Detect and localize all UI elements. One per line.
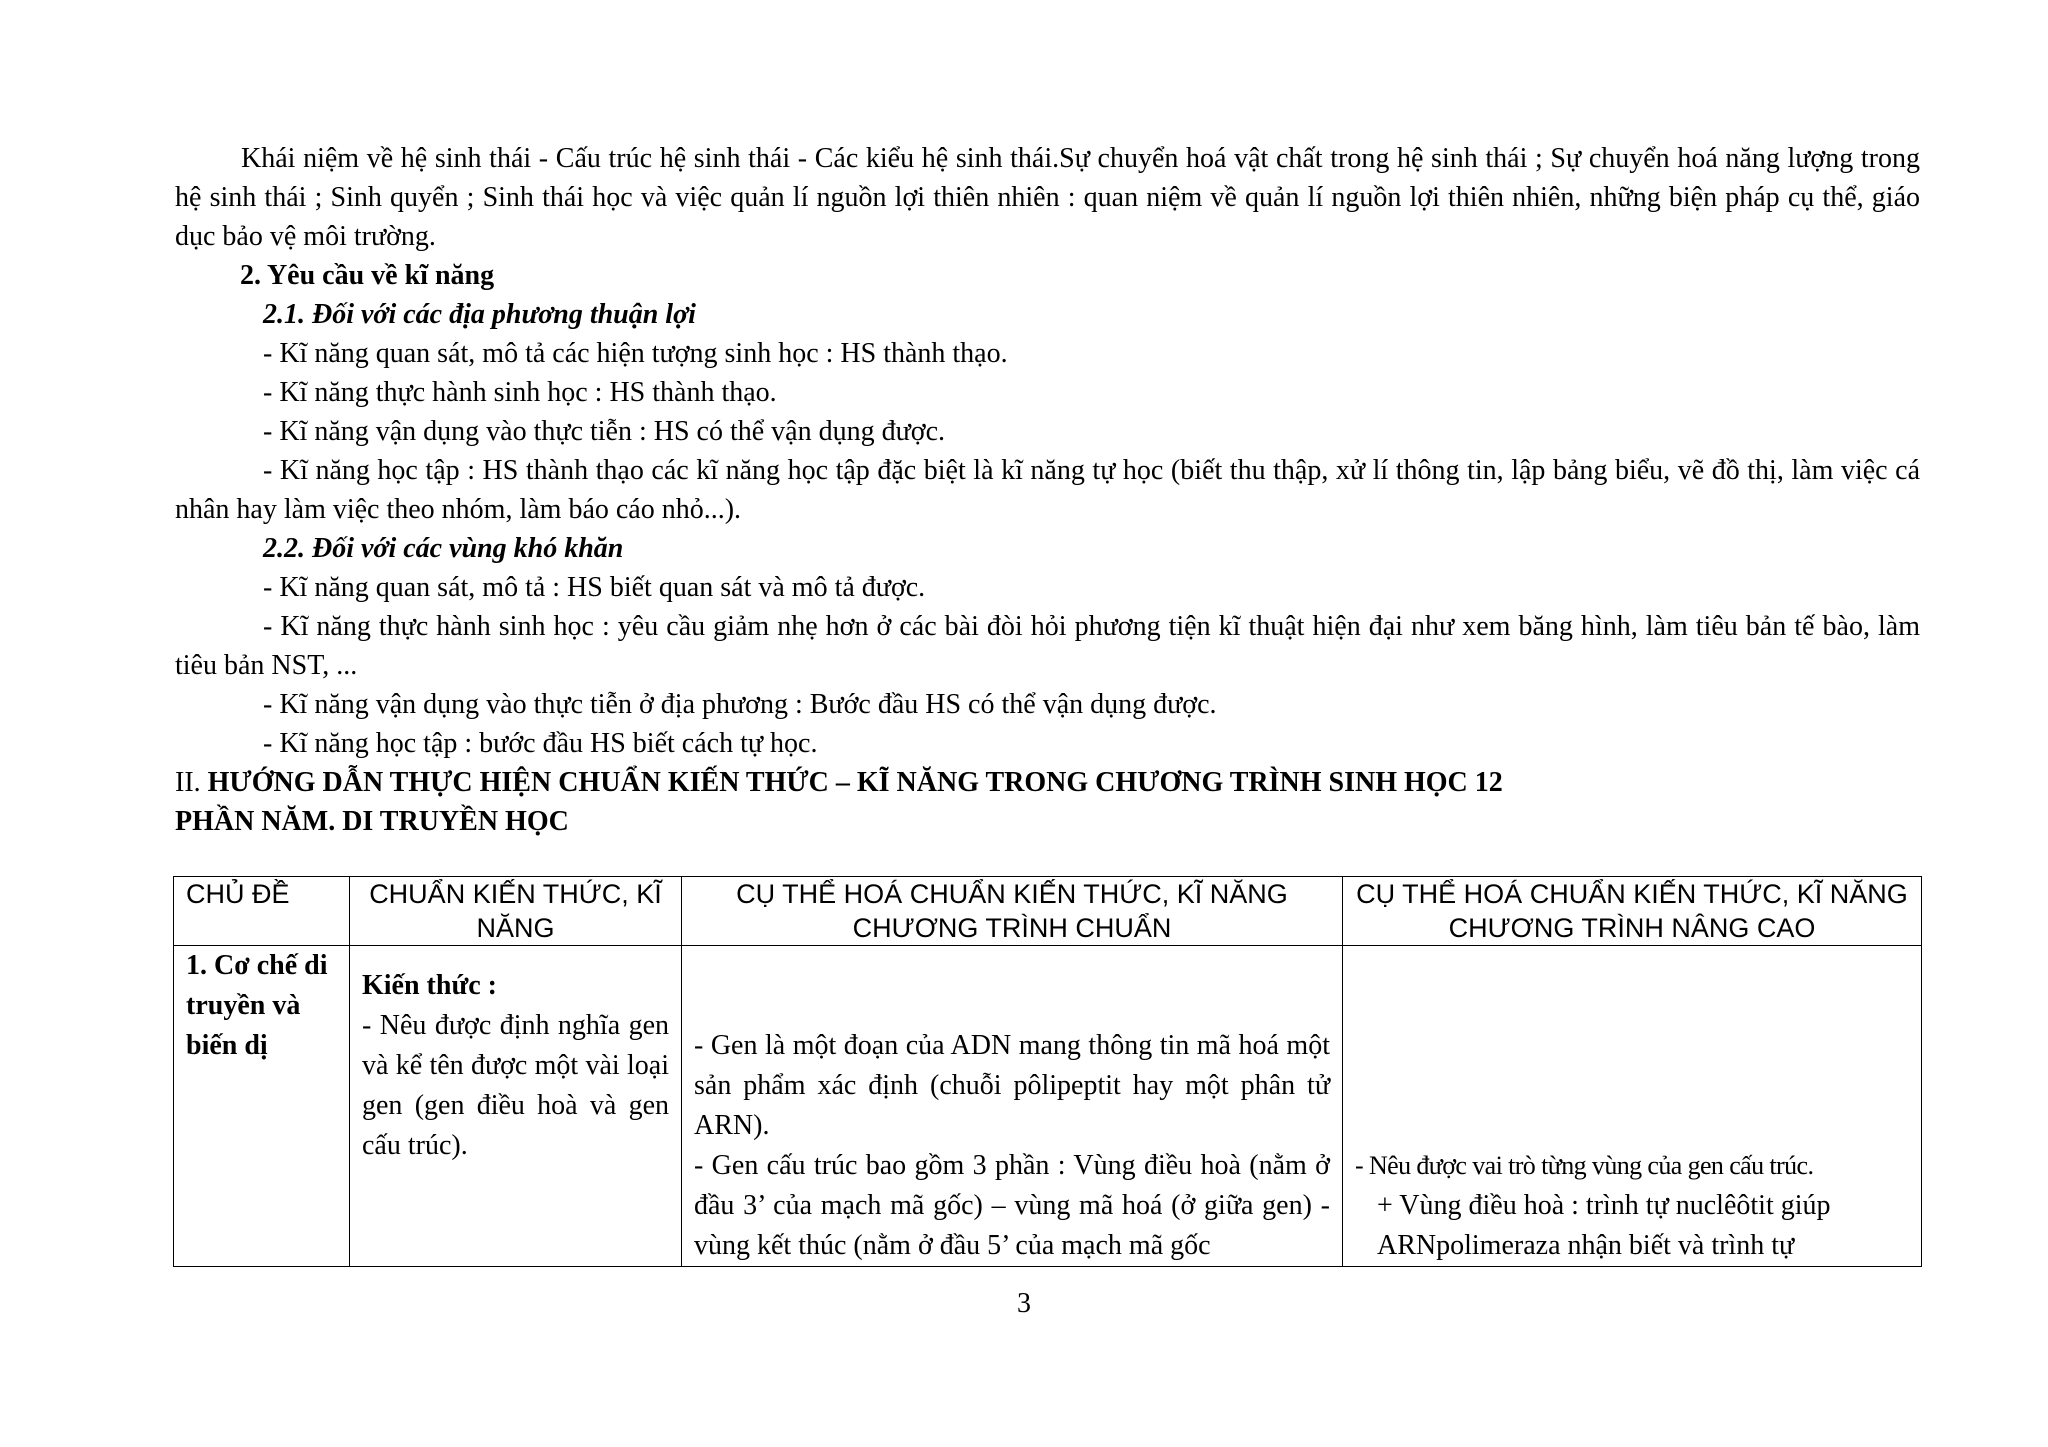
section-prefix: II. [175,767,208,798]
advanced-text-1: - Nêu được vai trò từng vùng của gen cấu trúc. [1355,1151,1814,1180]
basic-text-2: - Gen cấu trúc bao gồm 3 phần : Vùng điều hoà (nằm ở đầu 3’ của mạch mã gốc) – vùng mã hoá (ở giữa gen) - vùng kết thúc (nằm ở đầu 5’ của mạch mã gốc [694,1150,1330,1261]
header-topic: CHỦ ĐỀ [174,877,350,946]
header-basic-program: CỤ THỂ HOÁ CHUẨN KIẾN THỨC, KĨ NĂNG CHƯƠNG TRÌNH CHUẨN [682,877,1343,946]
difficult-item-1: - Kĩ năng quan sát, mô tả : HS biết quan sát và mô tả được. [263,572,926,603]
cell-basic [682,946,1343,1267]
difficult-item-2: - Kĩ năng thực hành sinh học : yêu cầu giảm nhẹ hơn ở các bài đòi hỏi phương tiện kĩ thuật hiện đại như xem băng hình, làm tiêu bản tế bào, làm tiêu bản NST, ... [175,611,1920,681]
part-heading: PHẦN NĂM. DI TRUYỀN HỌC [175,806,569,837]
favorable-item-1: - Kĩ năng quan sát, mô tả các hiện tượng sinh học : HS thành thạo. [263,338,1008,369]
knowledge-label: Kiến thức : [362,970,498,1001]
difficult-heading: 2.2. Đối với các vùng khó khăn [263,533,624,564]
section-heading [175,763,1920,802]
table-row [174,946,1922,1267]
difficult-item-4: - Kĩ năng học tập : bước đầu HS biết cách tự học. [263,728,818,759]
standards-table [173,876,1922,1267]
cell-topic: 1. Cơ chế di truyền và biến dị [174,946,350,1267]
header-advanced-program: CỤ THỂ HOÁ CHUẨN KIẾN THỨC, KĨ NĂNG CHƯƠNG TRÌNH NÂNG CAO [1343,877,1922,946]
difficult-item-3: - Kĩ năng vận dụng vào thực tiễn ở địa phương : Bước đầu HS có thể vận dụng được. [263,689,1217,720]
basic-text-1: - Gen là một đoạn của ADN mang thông tin mã hoá một sản phẩm xác định (chuỗi pôlipeptit hay một phân tử ARN). [694,1030,1330,1141]
advanced-text-2: + Vùng điều hoà : trình tự nuclêôtit giúp ARNpolimeraza nhận biết và trình tự [1377,1190,1831,1261]
favorable-heading: 2.1. Đối với các địa phương thuận lợi [263,299,696,330]
favorable-item-4: - Kĩ năng học tập : HS thành thạo các kĩ năng học tập đặc biệt là kĩ năng tự học (biết thu thập, xử lí thông tin, lập bảng biểu, vẽ đồ thị, làm việc cá nhân hay làm việc theo nhóm, làm báo cáo nhỏ...). [175,455,1920,525]
cell-advanced [1343,946,1922,1267]
table-header-row [174,877,1922,946]
knowledge-text: - Nêu được định nghĩa gen và kể tên được một vài loại gen (gen điều hoà và gen cấu trúc). [362,1010,669,1161]
page-number: 3 [1017,1288,1031,1319]
skills-heading: 2. Yêu cầu về kĩ năng [240,260,495,291]
cell-knowledge [350,946,682,1267]
section-title: HƯỚNG DẪN THỰC HIỆN CHUẨN KIẾN THỨC – KĨ NĂNG TRONG CHƯƠNG TRÌNH SINH HỌC 12 [207,767,1503,798]
favorable-item-3: - Kĩ năng vận dụng vào thực tiễn : HS có thể vận dụng được. [263,416,946,447]
favorable-item-2: - Kĩ năng thực hành sinh học : HS thành thạo. [263,377,777,408]
header-standard: CHUẨN KIẾN THỨC, KĨ NĂNG [350,877,682,946]
intro-paragraph: Khái niệm về hệ sinh thái - Cấu trúc hệ sinh thái - Các kiểu hệ sinh thái.Sự chuyển hoá vật chất trong hệ sinh thái ; Sự chuyển hoá năng lượng trong hệ sinh thái ; Sinh quyển ; Sinh thái học và việc quản lí nguồn lợi thiên nhiên : quan niệm về quản lí nguồn lợi thiên nhiên, những biện pháp cụ thể, giáo dục bảo vệ môi trường. [175,143,1920,252]
